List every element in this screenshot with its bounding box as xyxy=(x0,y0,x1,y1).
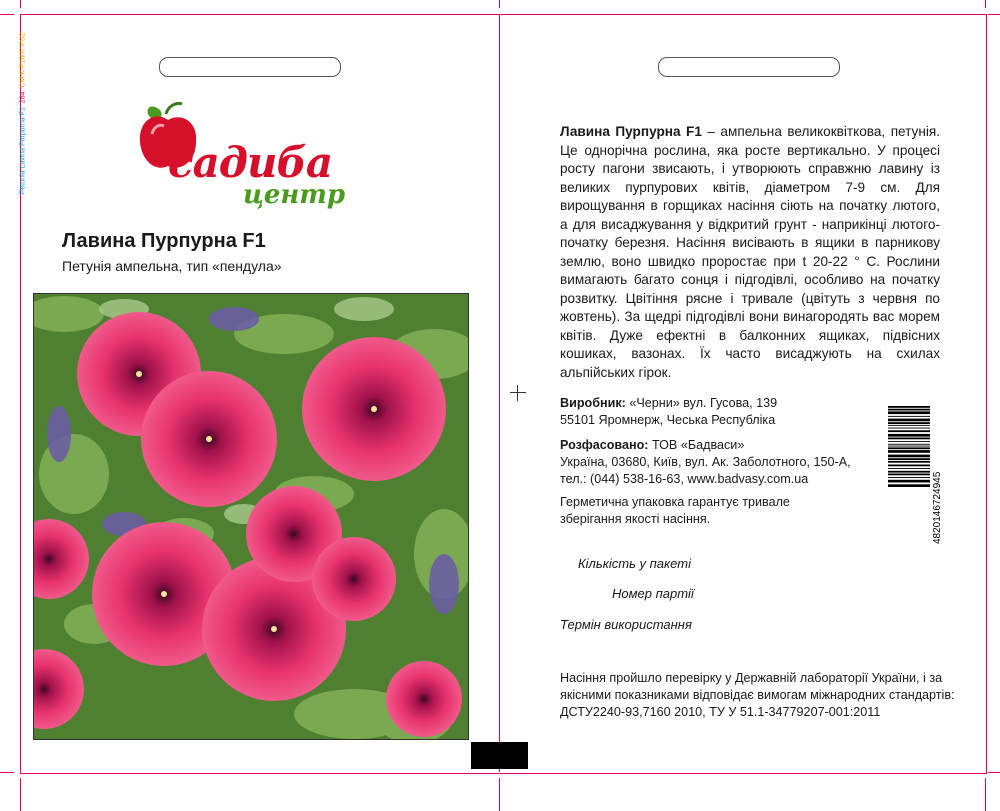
description-product-name: Лавина Пурпурна F1 xyxy=(560,124,702,139)
barcode-bar xyxy=(888,422,930,424)
registration-block xyxy=(471,742,528,769)
producer-info xyxy=(560,395,777,429)
barcode-bar xyxy=(888,484,930,487)
barcode-bar xyxy=(888,465,930,467)
barcode-bar xyxy=(888,406,930,408)
product-photo xyxy=(33,293,469,740)
crop-mark xyxy=(988,772,1000,773)
certification-line3: ДСТУ2240-93,7160 2010, ТУ У 51.1-34779207-001:2011 xyxy=(560,705,881,719)
crop-mark xyxy=(0,772,14,773)
barcode-bar xyxy=(888,461,930,463)
barcode-bar xyxy=(888,471,930,473)
certification-note xyxy=(560,670,955,721)
barcode-bar xyxy=(888,419,930,422)
producer-line2: 55101 Яромнерж, Чеська Республіка xyxy=(560,413,776,427)
crop-mark xyxy=(499,0,500,8)
fold-line xyxy=(499,14,500,772)
barcode-bar xyxy=(888,480,930,483)
barcode-bar xyxy=(888,455,930,458)
crop-mark xyxy=(20,778,21,811)
barcode-bar xyxy=(888,428,930,429)
crop-mark xyxy=(985,778,986,811)
packer-line1: ТОВ «Бадваси» xyxy=(648,438,745,452)
producer-label: Виробник: xyxy=(560,396,626,410)
barcode-bar xyxy=(888,444,930,445)
barcode-bar xyxy=(888,416,930,417)
crop-mark xyxy=(0,14,14,15)
print-info-c: Petunia Lavina Purpurna F1 xyxy=(19,107,27,195)
barcode-bar xyxy=(888,430,930,432)
print-info-vertical xyxy=(19,33,26,195)
registration-mark xyxy=(510,385,526,401)
packer-label: Розфасовано: xyxy=(560,438,649,452)
petunia-image xyxy=(34,294,468,739)
barcode-bar xyxy=(888,450,930,453)
barcode-bar xyxy=(888,474,930,476)
print-info-y: CM K P1607 PS2 xyxy=(19,32,27,88)
hanger-slot-left xyxy=(159,57,341,77)
quantity-field: Кількість у пакеті xyxy=(578,556,691,571)
barcode-bar xyxy=(888,434,930,437)
logo xyxy=(138,100,358,215)
brand-subname: центр xyxy=(243,180,346,210)
packer-line2: Україна, 03680, Київ, вул. Ак. Заболотного, 150-А, xyxy=(560,455,851,469)
barcode-number: 4820146724945 xyxy=(932,471,943,544)
packer-line3: тел.: (044) 538-16-63, www.badvasy.com.ua xyxy=(560,472,809,486)
barcode-bar xyxy=(888,438,930,440)
description-text: – ампельна великоквіткова, петунія. Це однорічна рослина, яка росте вертикально. У процесі росту пагони звисають, і утворюють справжню лавину із великих пурпурових квітів, діаметром 7-9 см. Для вирощування в горщиках насіння сіють на початку лютого, а для висаджування у відкритий грунт - наприкінці лютого-початку березня. Насіння висівають в ящики в парникову землю, воно швидко проростає при t 20-22 ° С. Рослини вимагають багато сонця і підгодівлі, особливо на початку розвитку. Цвітіння рясне і тривале (цвітуть з червня по жовтень). За щедрі підгодівлі вони винагородять вас морем квітів. Дуже ефектні в балконних ящиках, підвісних кошиках, вазонах. Їх часто висаджують на схилах альпійських гірок. xyxy=(560,124,941,380)
certification-line1: Насіння пройшло перевірку у Державній лабораторії України, і за xyxy=(560,671,943,685)
barcode-bar xyxy=(888,446,930,447)
product-subtitle: Петунія ампельна, тип «пендула» xyxy=(62,258,282,274)
product-title: Лавина Пурпурна F1 xyxy=(62,230,266,252)
packer-info xyxy=(560,437,851,488)
storage-note xyxy=(560,494,790,528)
storage-line2: зберігання якості насіння. xyxy=(560,512,711,526)
print-info-m: 284 xyxy=(19,91,27,104)
certification-line2: якісними показниками відповідає вимогам міжнародних стандартів: xyxy=(560,688,955,702)
crop-mark xyxy=(985,0,986,8)
product-description xyxy=(560,123,940,382)
barcode-bar xyxy=(888,468,930,469)
producer-line1: «Черни» вул. Гусова, 139 xyxy=(625,396,778,410)
crop-mark xyxy=(20,0,21,8)
barcode xyxy=(888,404,946,544)
brand-name: садиба xyxy=(168,138,333,187)
expiry-field: Термін використання xyxy=(560,617,692,632)
barcode-bar xyxy=(888,447,930,449)
barcode-bar xyxy=(888,409,930,411)
barcode-bar xyxy=(888,458,930,460)
storage-line1: Герметична упаковка гарантує тривале xyxy=(560,495,790,509)
crop-mark xyxy=(499,778,500,811)
hanger-slot-right xyxy=(658,57,840,77)
barcode-bar xyxy=(888,441,930,442)
barcode-bar xyxy=(888,425,930,426)
barcode-bar xyxy=(888,411,930,414)
barcode-bar xyxy=(888,477,930,478)
batch-field: Номер партії xyxy=(612,586,694,601)
crop-mark xyxy=(988,14,1000,15)
